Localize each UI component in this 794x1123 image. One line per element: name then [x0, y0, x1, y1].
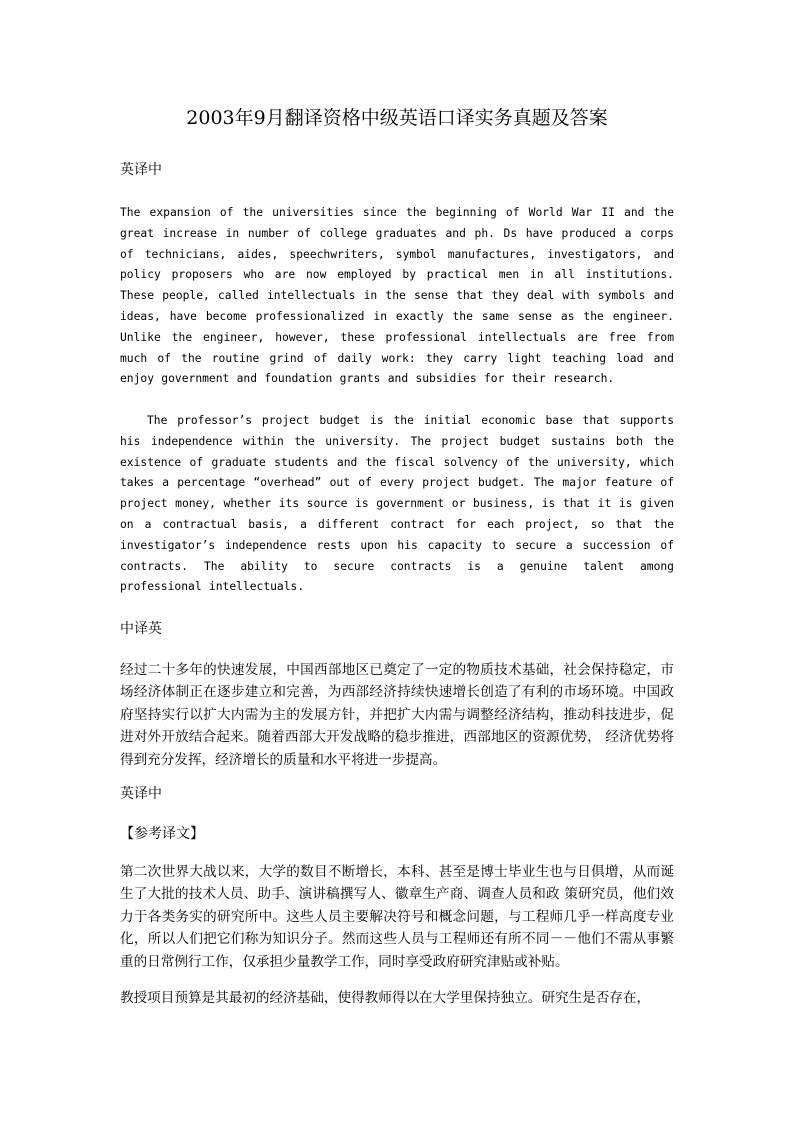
reference-translation-label: 【参考译文】 — [120, 826, 204, 842]
section-heading-cn-to-en: 中译英 — [120, 621, 162, 637]
chinese-paragraph-2: 第二次世界大战以来，大学的数目不断增长，本科、甚至是博士毕业生也与日俱增，从而诞生了大批的技术人员、助手、演讲稿撰写人、徽章生产商、调查人员和政 策研究员，他们效力于各类务实的研究所中。这些人员主要解决符号和概念问题，与工程师几乎一样高度专业化，所以人们把它们称为知识分子。然而这些人员与工程师还有所不同－－他们不需从事繁重的日常例行工作，仅承担少量教学工作，同时享受政府研究津贴或补贴。 — [120, 864, 674, 970]
document-title: 2003年9月翻译资格中级英语口译实务真题及答案 — [186, 107, 608, 129]
english-paragraph-1: The expansion of the universities since the beginning of World War II and the great increase in number of college graduates and ph. Ds have produced a corps of technicians, aides, speechwriters, symbol manufactures, investigators, and policy proposers who are now employed by practical men in all institutions. These people, called intellectuals in the sense that they deal with symbols and ideas, have become professionalized in exactly the same sense as the engineer. Unlike the engineer, however, these professional intellectuals are free from much of the routine grind of daily work: they carry light teaching load and enjoy government and foundation grants and subsidies for their research. — [120, 206, 674, 386]
chinese-paragraph-1: 经过二十多年的快速发展，中国西部地区已奠定了一定的物质技术基础，社会保持稳定，市场经济体制正在逐步建立和完善，为西部经济持续快速增长创造了有利的市场环境。中国政府坚持实行以扩大内需为主的发展方针，并把扩大内需与调整经济结构，推动科技进步，促进对外开放结合起来。随着西部大开发战略的稳步推进，西部地区的资源优势， 经济优势将得到充分发挥，经济增长的质量和水平将进一步提高。 — [120, 662, 674, 768]
english-paragraph-2: The professor’s project budget is the initial economic base that supports his independence within the university. The project budget sustains both the existence of graduate students and the fiscal solvency of the university, which takes a percentage “overhead” out of every project budget. The major feature of project money, whether its source is government or business, is that it is given on a contractual basis, a different contract for each project, so that the investigator’s independence rests upon his capacity to secure a succession of contracts. The ability to secure contracts is a genuine talent among professional intellectuals. — [120, 414, 674, 594]
section-heading-en-to-cn: 英译中 — [120, 162, 162, 178]
document-page — [120, 0, 674, 1123]
section-heading-en-to-cn-answer: 英译中 — [120, 786, 162, 802]
chinese-paragraph-3: 教授项目预算是其最初的经济基础，使得教师得以在大学里保持独立。研究生是否存在， — [120, 990, 651, 1006]
